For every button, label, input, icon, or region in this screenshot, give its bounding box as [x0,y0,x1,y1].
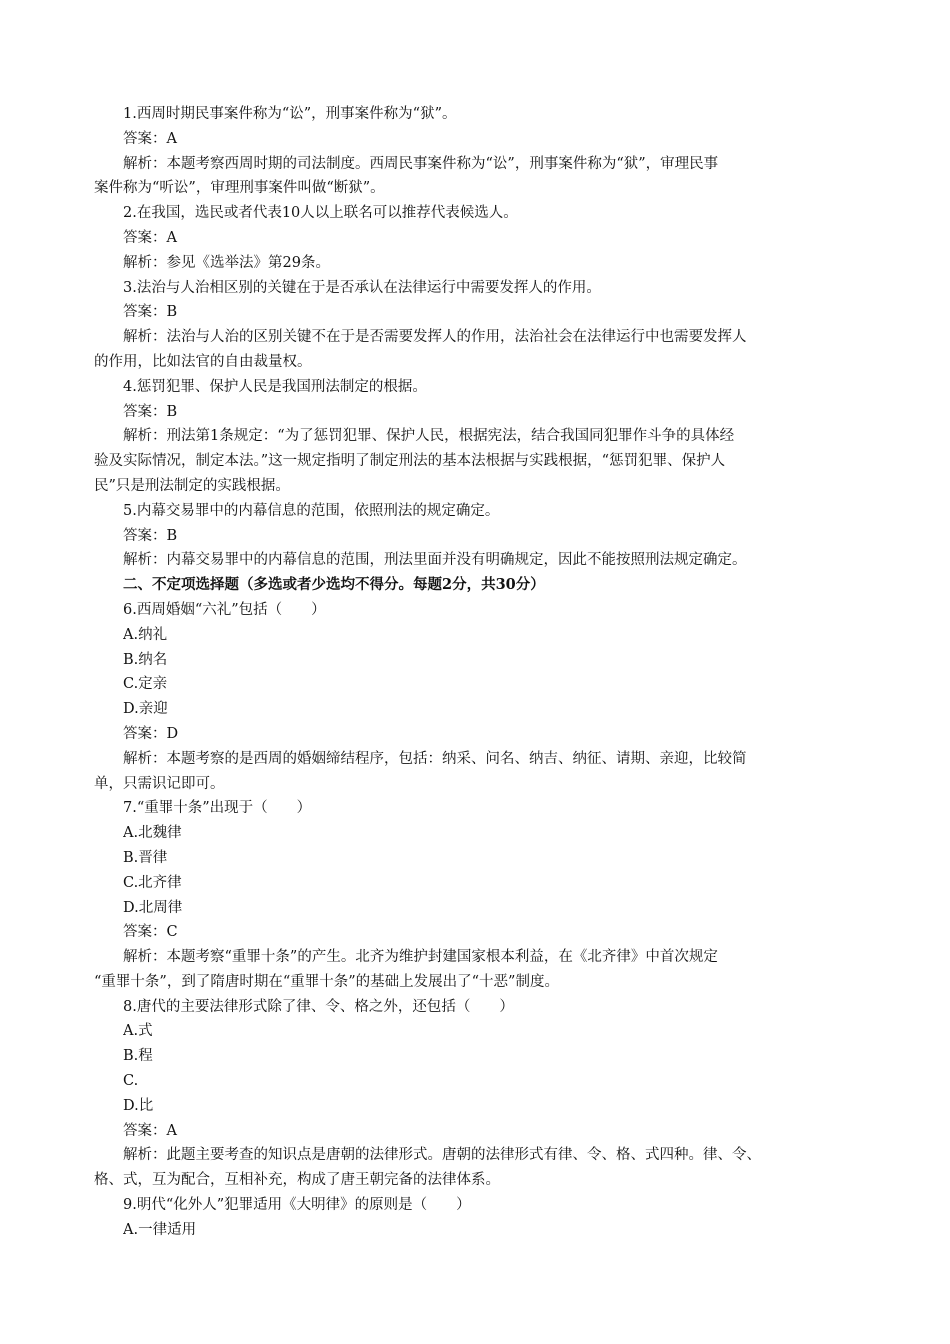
explanation-line: 解析：内幕交易罪中的内幕信息的范围，刑法里面并没有明确规定，因此不能按照刑法规定确定。 [123,552,747,569]
question-text: 2.在我国，选民或者代表10人以上联名可以推荐代表候选人。 [123,205,518,222]
answer-line: 答案：D [123,725,179,742]
explanation-line: 解析：法治与人治的区别关键不在于是否需要发挥人的作用，法治社会在法律运行中也需要发挥人 [123,329,747,346]
option-line: C.定亲 [123,676,168,693]
option-line: B.程 [123,1048,153,1065]
answer-line: 答案：C [123,924,178,941]
answer-line: 答案：A [123,229,177,246]
answer-line: 答案：A [123,130,177,147]
continuation-line: 验及实际情况，制定本法。”这一规定指明了制定刑法的基本法根据与实践根据，“惩罚犯罪、保护人 [94,453,726,470]
option-line: D.亲迎 [123,701,168,718]
option-line: B.纳名 [123,651,168,668]
question-text: 4.惩罚犯罪、保护人民是我国刑法制定的根据。 [123,378,427,395]
option-line: D.北周律 [123,899,183,916]
option-line: D.比 [123,1097,154,1114]
continuation-line: 的作用，比如法官的自由裁量权。 [94,353,312,370]
question-text: 6.西周婚姻“六礼”包括（ ） [123,601,326,618]
answer-line: 答案：B [123,403,178,420]
explanation-line: 解析：本题考察的是西周的婚姻缔结程序，包括：纳采、问名、纳吉、纳征、请期、亲迎，比较简 [123,750,747,767]
explanation-line: 解析：刑法第1条规定：“为了惩罚犯罪、保护人民，根据宪法，结合我国同犯罪作斗争的具体经 [123,428,735,445]
document-body [94,102,868,1243]
continuation-line: 格、式，互为配合，互相补充，构成了唐王朝完备的法律体系。 [94,1172,500,1189]
explanation-line: 解析：参见《选举法》第29条。 [123,254,330,271]
option-line: A.北魏律 [123,825,182,842]
option-line: C. [123,1073,139,1090]
question-text: 5.内幕交易罪中的内幕信息的范围，依照刑法的规定确定。 [123,502,500,519]
answer-line: 答案：B [123,527,178,544]
continuation-line: 民”只是刑法制定的实践根据。 [94,477,290,494]
explanation-line: 解析：本题考察西周时期的司法制度。西周民事案件称为“讼”，刑事案件称为“狱”，审理民事 [123,155,719,172]
option-line: A.一律适用 [123,1221,197,1238]
continuation-line: 案件称为“听讼”，审理刑事案件叫做“断狱”。 [94,180,385,197]
continuation-line: 单，只需识记即可。 [94,775,225,792]
explanation-line: 解析：此题主要考查的知识点是唐朝的法律形式。唐朝的法律形式有律、令、格、式四种。律、令、 [123,1147,761,1164]
explanation-line: 解析：本题考察“重罪十条”的产生。北齐为维护封建国家根本利益，在《北齐律》中首次规定 [123,949,718,966]
answer-line: 答案：A [123,1122,177,1139]
question-text: 1.西周时期民事案件称为“讼”，刑事案件称为“狱”。 [123,106,457,122]
option-line: A.式 [123,1023,153,1040]
question-text: 7.“重罪十条”出现于（ ） [123,800,312,817]
section-heading: 二、不定项选择题（多选或者少选均不得分。每题2分，共30分） [123,576,545,594]
question-text: 9.明代“化外人”犯罪适用《大明律》的原则是（ ） [123,1197,471,1214]
continuation-line: “重罪十条”，到了隋唐时期在“重罪十条”的基础上发展出了“十恶”制度。 [94,973,559,990]
answer-line: 答案：B [123,304,178,321]
option-line: C.北齐律 [123,874,182,891]
question-text: 3.法治与人治相区别的关键在于是否承认在法律运行中需要发挥人的作用。 [123,279,601,296]
option-line: A.纳礼 [123,626,168,643]
question-text: 8.唐代的主要法律形式除了律、令、格之外，还包括（ ） [123,998,514,1015]
option-line: B.晋律 [123,849,168,866]
